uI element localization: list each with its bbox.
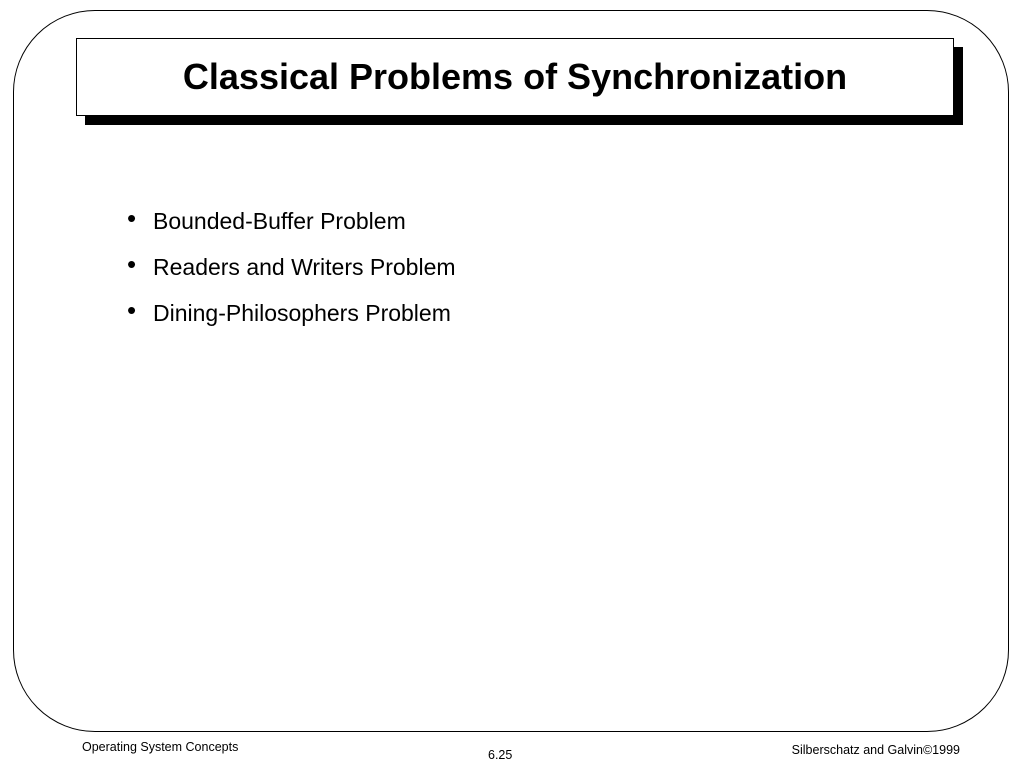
bullet-item-dining-philosophers — [127, 290, 456, 336]
footer-page-number: 6.25 — [488, 748, 513, 762]
bullet-icon: • — [127, 295, 137, 325]
bullet-text: Dining-Philosophers Problem — [153, 299, 451, 326]
bullet-list — [127, 198, 456, 336]
bullet-item-readers-writers — [127, 244, 456, 290]
bullet-icon: • — [127, 249, 137, 279]
bullet-text: Bounded-Buffer Problem — [153, 207, 406, 234]
bullet-item-bounded-buffer — [127, 198, 456, 244]
title-box — [76, 38, 954, 116]
bullet-text: Readers and Writers Problem — [153, 253, 456, 280]
footer-course-title: Operating System Concepts — [82, 740, 239, 754]
slide-title: Classical Problems of Synchronization — [182, 56, 848, 97]
bullet-icon: • — [127, 203, 137, 233]
footer-authors: Silberschatz and Galvin©1999 — [791, 743, 960, 757]
